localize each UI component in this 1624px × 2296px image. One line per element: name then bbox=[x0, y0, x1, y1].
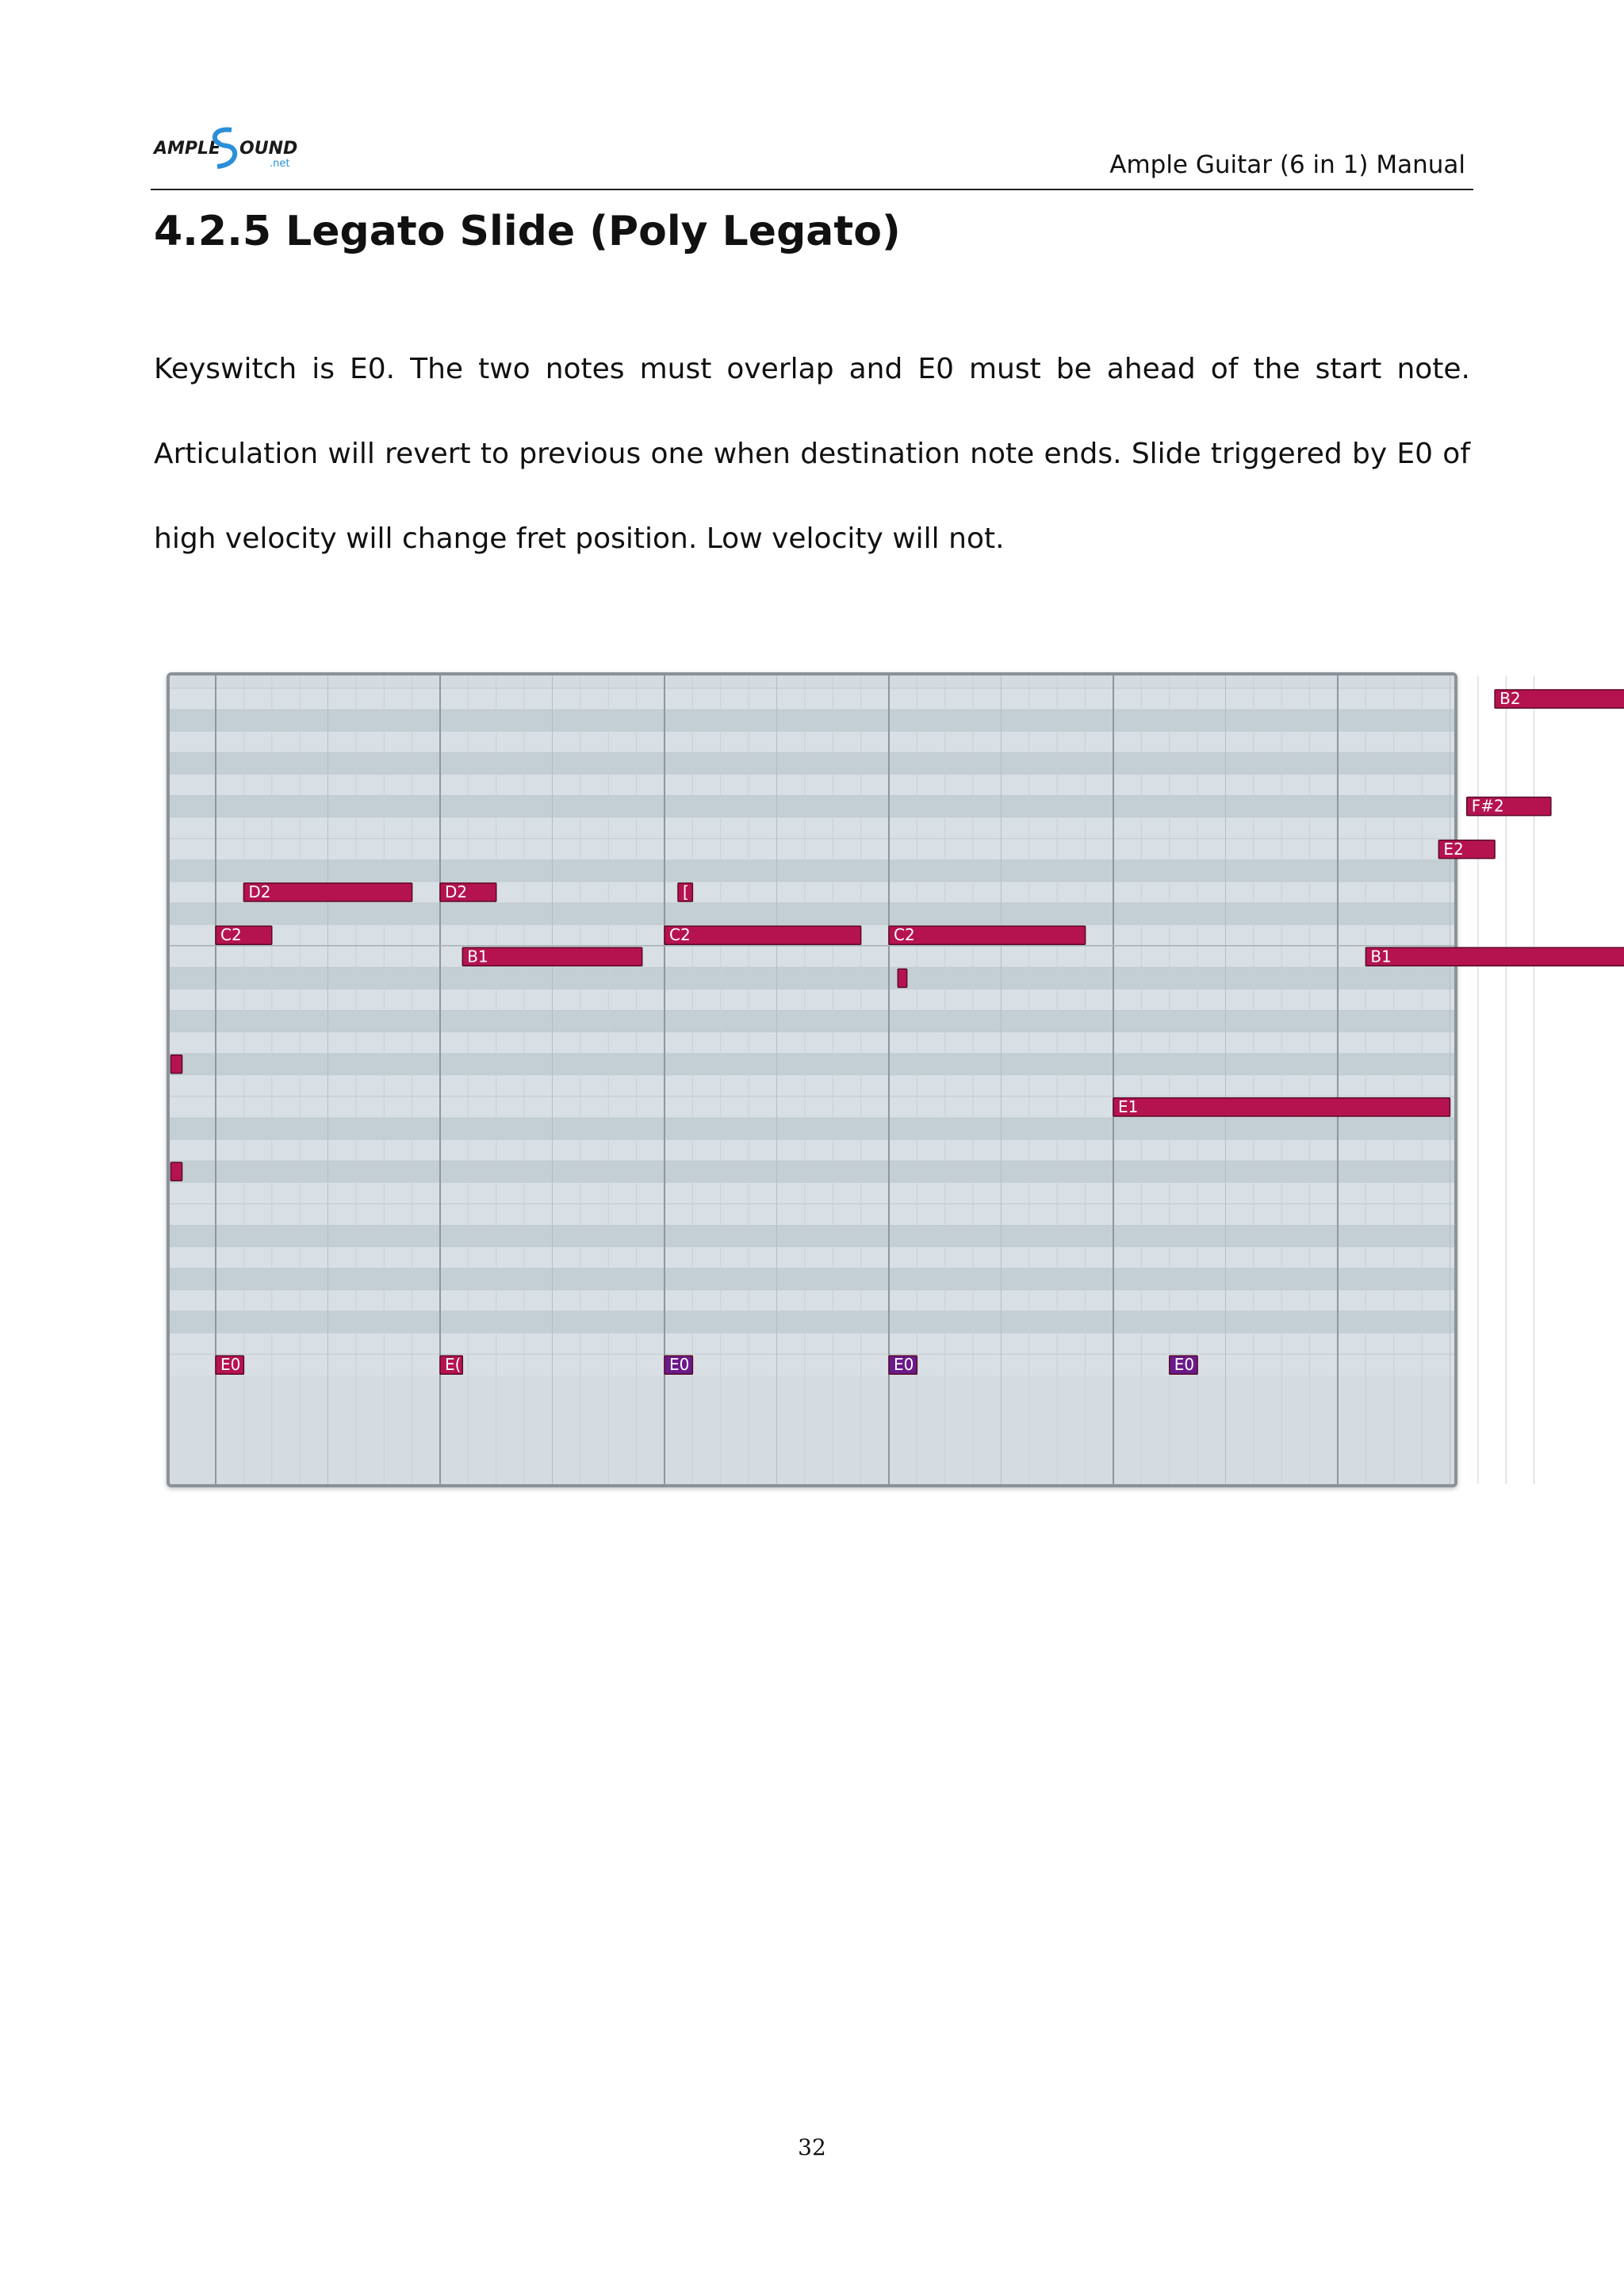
note-label: [ bbox=[682, 882, 689, 901]
midi-note bbox=[462, 947, 642, 966]
note-label: C2 bbox=[669, 925, 691, 945]
note-label: B1 bbox=[1370, 947, 1392, 966]
note-label: B2 bbox=[1500, 689, 1521, 709]
note-label: F#2 bbox=[1471, 796, 1504, 816]
note-label: E( bbox=[445, 1355, 462, 1375]
midi-note bbox=[1365, 947, 1624, 966]
amplesound-logo bbox=[154, 119, 312, 174]
note-label: B1 bbox=[467, 947, 488, 966]
section-title: 4.2.5 Legato Slide (Poly Legato) bbox=[154, 208, 901, 255]
svg-text:AMPLE: AMPLE bbox=[154, 139, 221, 159]
note-label: E1 bbox=[1118, 1097, 1139, 1116]
grid-background bbox=[170, 688, 1454, 1376]
midi-note bbox=[1113, 1098, 1450, 1116]
page-number: 32 bbox=[798, 2134, 826, 2160]
note-label: E0 bbox=[894, 1355, 914, 1375]
note-label: D2 bbox=[445, 882, 468, 901]
section-body: Keyswitch is E0. The two notes must overlap and E0 must be ahead of the start note. Articulation will revert to previous one when destination note ends. Slide triggered by E0 of high velocity will change fret position. Low velocity will not. bbox=[154, 353, 1470, 555]
midi-note bbox=[889, 926, 1086, 944]
note-label: C2 bbox=[894, 925, 915, 945]
piano-roll-canvas bbox=[170, 675, 1521, 1484]
header-divider bbox=[151, 189, 1473, 190]
note-label: E0 bbox=[220, 1355, 241, 1375]
note-label: C2 bbox=[220, 925, 242, 945]
midi-note bbox=[898, 969, 906, 987]
midi-note bbox=[170, 1055, 182, 1073]
note-label: D2 bbox=[248, 882, 271, 901]
note-label: E0 bbox=[669, 1355, 690, 1375]
svg-text:.net: .net bbox=[270, 158, 290, 170]
midi-note bbox=[170, 1162, 182, 1181]
svg-text:OUND: OUND bbox=[239, 139, 298, 159]
note-label: E2 bbox=[1443, 839, 1464, 859]
manual-title: Ample Guitar (6 in 1) Manual bbox=[1109, 151, 1465, 179]
piano-roll-figure bbox=[167, 672, 1521, 1487]
note-label: E0 bbox=[1174, 1355, 1195, 1375]
midi-note bbox=[665, 926, 861, 944]
